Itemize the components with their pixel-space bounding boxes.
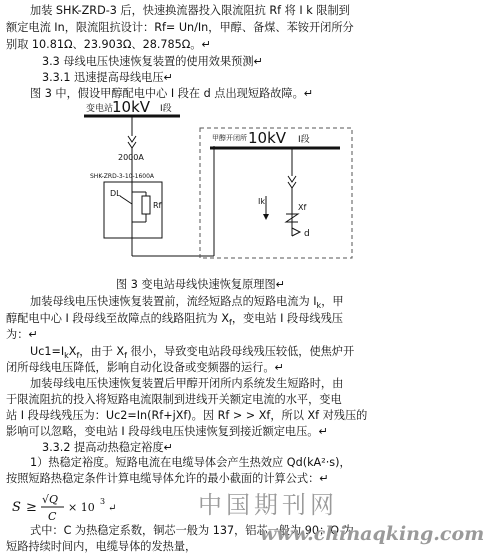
right-bus-section: I段	[298, 135, 310, 145]
fault-switch-symbol	[288, 176, 296, 188]
figure-caption: 图 3 变电站母线快速恢复原理图↵	[116, 278, 286, 291]
para6-line2: 按照短路热稳定条件计算电缆导体允许的最小截面的计算公式：↵	[6, 472, 329, 485]
para5-line1: 加装母线电压快速恢复装置后甲醇开闭所内系统发生短路时，由	[30, 377, 344, 390]
watermark-url: www.chinaqking.com	[260, 523, 484, 545]
para2-line1: 图 3 中，假设甲醇配电中心 I 段在 d 点出现短路故障。↵	[30, 87, 314, 100]
ik-label: Ik	[258, 197, 265, 206]
formula	[8, 487, 138, 527]
left-bus-section: I段	[160, 104, 172, 114]
para5-line4: 影响可以忽略，变电站 I 段母线电压快速恢复到接近额定电压。↵	[6, 425, 328, 438]
left-bus-voltage: 10kV	[112, 98, 151, 116]
formula-geq: ≥	[26, 500, 37, 515]
breaker-symbol	[120, 196, 132, 204]
para3-line3: 为：↵	[6, 328, 38, 341]
formula-return-mark: ↵	[108, 503, 117, 514]
section-3-3-1-title: 3.3.1 迅速提高母线电压↵	[42, 71, 173, 84]
disconnect-switch-symbol	[128, 136, 136, 148]
formula-sqrt-q: √Q	[42, 493, 59, 506]
para7-line2: 短路持续时间内，电缆导体的发热量，	[6, 540, 197, 553]
fault-point-symbol	[292, 228, 300, 236]
para5-line3: 站 I 段母线残压为：Uc2=In(Rf+jXf)。因 Rf > > Xf，所以 Xf 对残压的	[6, 409, 368, 422]
para3-line1: 加装母线电压快速恢复装置前，流经短路点的短路电流为 $I_k$，甲	[30, 295, 344, 311]
device-label: SHK-ZRD-3-10-1600A	[90, 173, 155, 180]
formula-exponent: 3	[100, 497, 106, 506]
rf-resistor	[142, 196, 150, 214]
xf-label: Xf	[298, 203, 307, 212]
right-bus-voltage: 10kV	[248, 129, 287, 147]
section-3-3-2-title: 3.3.2 提高动热稳定裕度↵	[42, 441, 173, 454]
para4-line2: 闭所母线电压降低，影响自动化设备或变频器的运行。↵	[6, 361, 284, 374]
para5-line2: 于限流阻抗的投入将短路电流限制到进线开关额定电流的水平，变电	[6, 393, 342, 406]
circuit-diagram	[0, 96, 431, 274]
para1-line3: 别取 10.81Ω、23.903Ω、28.785Ω。↵	[6, 38, 211, 51]
dl-label: DL	[110, 189, 121, 198]
formula-s: S	[12, 500, 21, 515]
section-3-3-title: 3.3 母线电压快速恢复装置的使用效果预测↵	[42, 55, 263, 68]
watermark-chinese: 中国期刊网	[198, 491, 338, 519]
rf-label: Rf	[153, 201, 162, 210]
fault-point-label: d	[304, 229, 310, 239]
para6-line1: 1）热稳定裕度。短路电流在电缆导体会产生热效应 Qd(kA²·s)，	[30, 456, 351, 469]
para1-line2: 额定电流 In，限流阻抗设计：Rf= Un/In，甲醇、备煤、苯铵开闭所分	[6, 21, 354, 34]
formula-times: × 10	[68, 501, 95, 514]
formula-c: C	[48, 510, 57, 523]
para1-line1: 加装 SHK-ZRD-3 后，快速换流器投入限流阻抗 Rf 将 I k 限制到	[30, 4, 350, 17]
para4-line1: $Uc1=I_kX_f$，由于 $X_f$ 很小，导致变电站段母线残压较低，使焦炉开	[30, 345, 355, 361]
para7-line1: 式中：C 为热稳定系数，铜芯一般为 137，铝芯一般为 90；Q 为	[30, 524, 354, 537]
current-label: 2000A	[118, 153, 144, 162]
left-bus-prefix: 变电站	[86, 104, 114, 114]
right-bus-prefix: 甲醇开闭所	[212, 134, 247, 142]
para3-line2: 醇配电中心 I 段母线至故障点的线路阻抗为 $X_f$，变电站 I 段母线残压	[6, 312, 343, 328]
